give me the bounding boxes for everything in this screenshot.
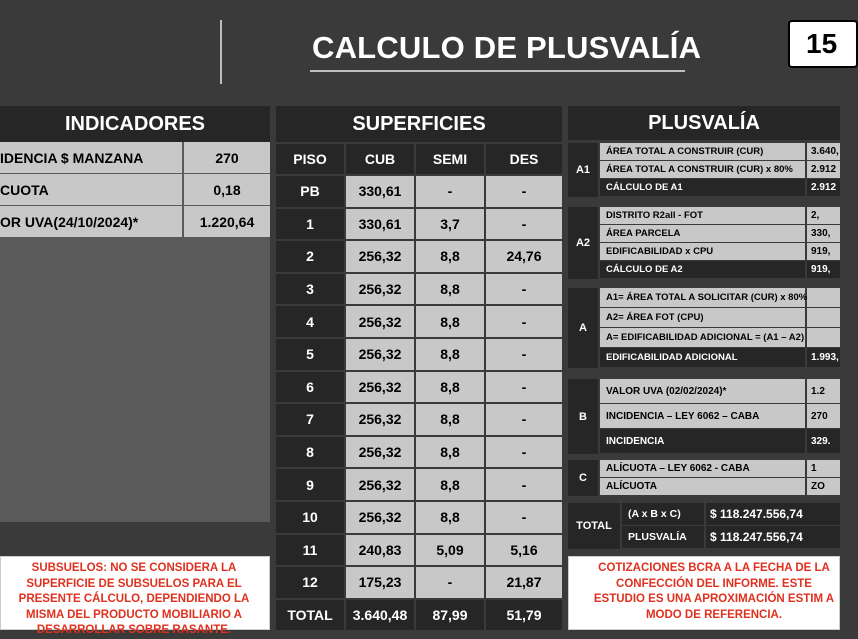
plusvalia-title: PLUSVALÍA (568, 106, 840, 140)
area-cell: 5,16 (486, 535, 562, 566)
block-row-label: INCIDENCIA (600, 429, 805, 453)
plusvalia-note: COTIZACIONES BCRA A LA FECHA DE LA CONFECCIÓN DEL INFORME. ESTE ESTUDIO ES UNA APROXIMACIÓN ESTIM A MODO DE REFERENCIA. (568, 556, 840, 630)
indicador-label: IDENCIA $ MANZANA (0, 142, 182, 173)
indicador-label: OR UVA(24/10/2024)* (0, 206, 182, 237)
indicadores-title: INDICADORES (0, 106, 270, 142)
area-cell: 8,8 (416, 469, 484, 500)
area-cell: 8,8 (416, 241, 484, 272)
block-row-label: ÁREA PARCELA (600, 225, 805, 242)
area-cell: 21,87 (486, 567, 562, 598)
block-row-label: A= EDIFICABILIDAD ADICIONAL = (A1 – A2) (600, 328, 805, 347)
block-row-value: 919, (807, 243, 840, 260)
floor-cell: 10 (276, 502, 344, 533)
area-cell: 8,8 (416, 306, 484, 337)
block-row-label: EDIFICABILIDAD ADICIONAL (600, 348, 805, 367)
area-cell: 256,32 (346, 306, 414, 337)
area-cell: - (486, 437, 562, 468)
block-tag: A2 (568, 207, 598, 279)
indicador-value: 270 (184, 142, 270, 173)
block-row-value: 270 (807, 404, 840, 428)
floor-cell: 3 (276, 274, 344, 305)
block-row-label: CÁLCULO DE A1 (600, 179, 805, 196)
area-cell: 256,32 (346, 372, 414, 403)
area-cell: 240,83 (346, 535, 414, 566)
area-cell: 5,09 (416, 535, 484, 566)
block-tag: A1 (568, 143, 598, 197)
block-row-value: 1.2 (807, 379, 840, 403)
total-cell: 3.640,48 (346, 600, 414, 630)
block-tag: A (568, 288, 598, 368)
block-tag: TOTAL (568, 503, 620, 549)
title-underline (310, 70, 685, 72)
indicador-value: 1.220,64 (184, 206, 270, 237)
total-cell: 87,99 (416, 600, 484, 630)
area-cell: - (486, 404, 562, 435)
floor-cell: 6 (276, 372, 344, 403)
floor-cell: 1 (276, 209, 344, 240)
block-row-value (807, 328, 840, 347)
area-cell: - (486, 176, 562, 207)
block-row-label: ÁREA TOTAL A CONSTRUIR (CUR) (600, 143, 805, 160)
block-row-label: ÁREA TOTAL A CONSTRUIR (CUR) x 80% (600, 161, 805, 178)
column-header: PISO (276, 144, 344, 174)
superficies-title: SUPERFICIES (276, 106, 562, 142)
block-row-label: A2= ÁREA FOT (CPU) (600, 308, 805, 327)
block-row-label: PLUSVALÍA (622, 526, 704, 548)
block-row-label: DISTRITO R2all - FOT (600, 207, 805, 224)
area-cell: 256,32 (346, 437, 414, 468)
block-row-value: $ 118.247.556,74 (706, 503, 840, 525)
floor-cell: 7 (276, 404, 344, 435)
area-cell: - (486, 209, 562, 240)
block-row-value (807, 288, 840, 307)
area-cell: 8,8 (416, 502, 484, 533)
block-row-value: 2.912 (807, 161, 840, 178)
block-row-value: 1.993, (807, 348, 840, 367)
area-cell: 175,23 (346, 567, 414, 598)
area-cell: 330,61 (346, 176, 414, 207)
floor-cell: 12 (276, 567, 344, 598)
indicadores-note: SUBSUELOS: NO SE CONSIDERA LA SUPERFICIE DE SUBSUELOS PARA EL PRESENTE CÁLCULO, DEPENDIENDO LA MISMA DEL PRODUCTO MOBILIARIO A DESARROLLAR SOBRE RASANTE. (0, 556, 270, 630)
floor-cell: 9 (276, 469, 344, 500)
area-cell: 24,76 (486, 241, 562, 272)
block-row-value: 3.640, (807, 143, 840, 160)
block-tag: B (568, 379, 598, 454)
block-row-label: A1= ÁREA TOTAL A SOLICITAR (CUR) x 80% (600, 288, 805, 307)
block-row-label: ALÍCUOTA – LEY 6062 - CABA (600, 460, 805, 477)
indicador-value: 0,18 (184, 174, 270, 205)
area-cell: 330,61 (346, 209, 414, 240)
area-cell: 8,8 (416, 372, 484, 403)
column-header: SEMI (416, 144, 484, 174)
indicador-label: CUOTA (0, 174, 182, 205)
block-tag: C (568, 460, 598, 496)
block-row-label: CÁLCULO DE A2 (600, 261, 805, 278)
area-cell: 256,32 (346, 469, 414, 500)
block-row-value: 2.912 (807, 179, 840, 196)
floor-cell: 4 (276, 306, 344, 337)
total-cell: TOTAL (276, 600, 344, 630)
area-cell: - (486, 372, 562, 403)
area-cell: 3,7 (416, 209, 484, 240)
area-cell: 8,8 (416, 274, 484, 305)
column-header: CUB (346, 144, 414, 174)
block-row-label: (A x B x C) (622, 503, 704, 525)
block-row-value: 330, (807, 225, 840, 242)
floor-cell: 2 (276, 241, 344, 272)
block-row-value: ZO (807, 478, 840, 495)
area-cell: 8,8 (416, 339, 484, 370)
area-cell: - (486, 469, 562, 500)
floor-cell: 8 (276, 437, 344, 468)
area-cell: 8,8 (416, 404, 484, 435)
area-cell: 256,32 (346, 339, 414, 370)
block-row-value: $ 118.247.556,74 (706, 526, 840, 548)
area-cell: 256,32 (346, 274, 414, 305)
block-row-label: EDIFICABILIDAD x CPU (600, 243, 805, 260)
floor-cell: 5 (276, 339, 344, 370)
column-header: DES (486, 144, 562, 174)
block-row-label: ALÍCUOTA (600, 478, 805, 495)
area-cell: - (416, 567, 484, 598)
floor-cell: 11 (276, 535, 344, 566)
header-divider (220, 20, 222, 84)
page-number: 15 (788, 20, 858, 68)
area-cell: 256,32 (346, 404, 414, 435)
area-cell: - (416, 176, 484, 207)
block-row-value: 329. (807, 429, 840, 453)
block-row-value: 2, (807, 207, 840, 224)
block-row-label: VALOR UVA (02/02/2024)* (600, 379, 805, 403)
total-cell: 51,79 (486, 600, 562, 630)
block-row-label: INCIDENCIA – LEY 6062 – CABA (600, 404, 805, 428)
page-title: CALCULO DE PLUSVALÍA (312, 30, 702, 65)
area-cell: - (486, 274, 562, 305)
area-cell: - (486, 502, 562, 533)
area-cell: - (486, 339, 562, 370)
area-cell: - (486, 306, 562, 337)
area-cell: 8,8 (416, 437, 484, 468)
block-row-value: 919, (807, 261, 840, 278)
block-row-value: 1 (807, 460, 840, 477)
area-cell: 256,32 (346, 241, 414, 272)
block-row-value (807, 308, 840, 327)
floor-cell: PB (276, 176, 344, 207)
area-cell: 256,32 (346, 502, 414, 533)
